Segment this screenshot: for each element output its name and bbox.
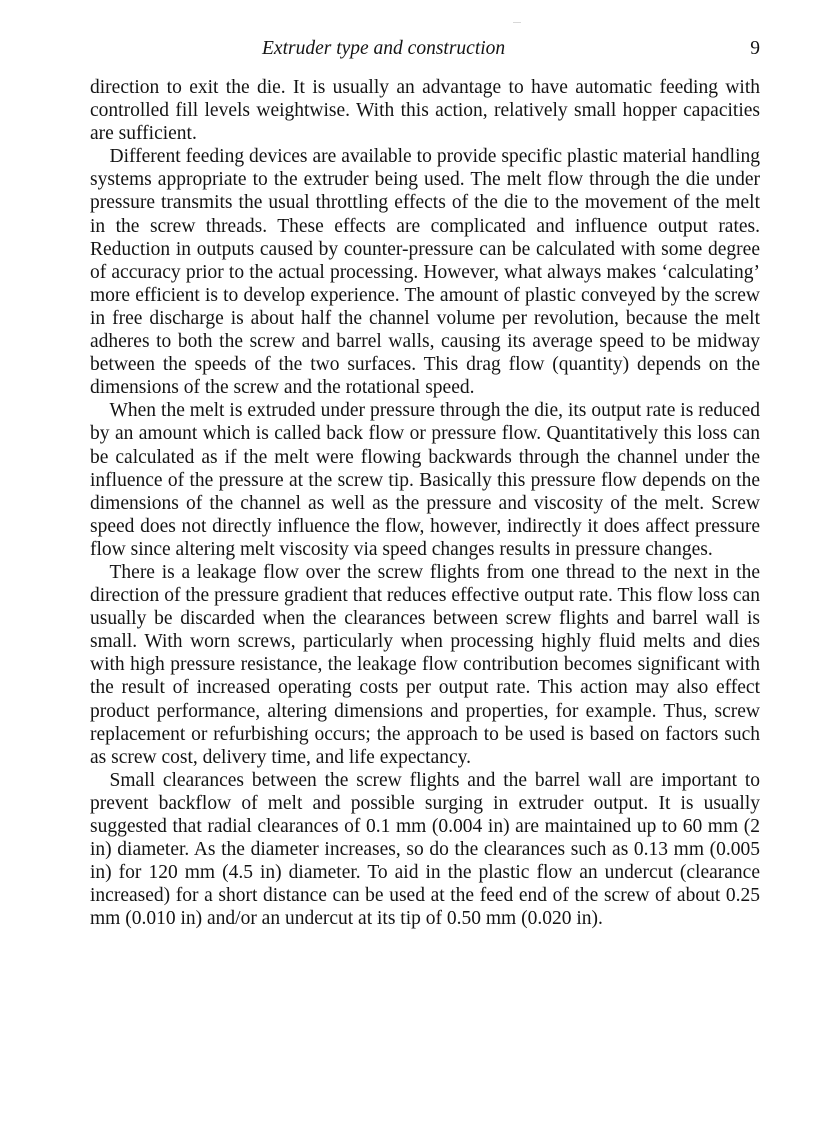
body-text: [90, 76, 760, 930]
paragraph: When the melt is extruded under pressure through the die, its output rate is reduced by an amount which is called back flow or pressure flow. Quantitatively this loss can be calculated as if the melt were flowing backwards through the channel under the influence of the pressure at the screw tip. Basically this pressure flow depends on the dimensions of the channel as well as the pressure and viscosity of the melt. Screw speed does not directly influence the flow, however, indirectly it does affect pressure flow since altering melt viscosity via speed changes results in pressure changes.: [90, 400, 760, 560]
paragraph: Small clearances between the screw flights and the barrel wall are important to prevent backflow of melt and possible surging in extruder output. It is usually suggested that radial clearances of 0.1 mm (0.004 in) are maintained up to 60 mm (2 in) diameter. As the diameter increases, so do the clearances such as 0.13 mm (0.005 in) for 120 mm (4.5 in) diameter. To aid in the plastic flow an undercut (clearance increased) for a short distance can be used at the feed end of the screw of about 0.25 mm (0.010 in) and/or an undercut at its tip of 0.50 mm (0.020 in).: [90, 769, 760, 930]
paragraph: There is a leakage flow over the screw flights from one thread to the next in the direction of the pressure gradient that reduces effective output rate. This flow loss can usually be discarded when the clearances between screw flights and barrel wall is small. With worn screws, particularly when processing highly fluid melts and dies with high pressure resistance, the leakage flow contribution becomes significant with the result of increased operating costs per output rate. This action may also effect product performance, altering dimensions and properties, for example. Thus, screw replacement or refurbishing occurs; the approach to be used is based on factors such as screw cost, delivery time, and life expectancy.: [90, 561, 760, 768]
scan-mark: [513, 22, 521, 23]
chapter-title: Extruder type and construction: [262, 38, 506, 59]
running-header: [90, 34, 760, 64]
page-number: 9: [750, 38, 760, 59]
paragraph: Different feeding devices are available to provide specific plastic material handling systems appropriate to the extruder being used. The melt flow through the die under pressure transmits the usual throttling effects of the die to the movement of the melt in the screw threads. These effects are complicated and influence output rates. Reduction in outputs caused by counter-pressure can be calculated with some degree of accuracy prior to the actual processing. However, what always makes ‘calculating’ more efficient is to develop experience. The amount of plastic conveyed by the screw in free discharge is about half the channel volume per revolution, because the melt adheres to both the screw and barrel walls, causing its average speed to be midway between the speeds of the two surfaces. This drag flow (quantity) depends on the dimensions of the screw and the rotational speed.: [90, 146, 760, 399]
paragraph-continued: direction to exit the die. It is usually an advantage to have automatic feeding with controlled fill levels weightwise. With this action, relatively small hopper capacities are sufficient.: [90, 77, 760, 145]
